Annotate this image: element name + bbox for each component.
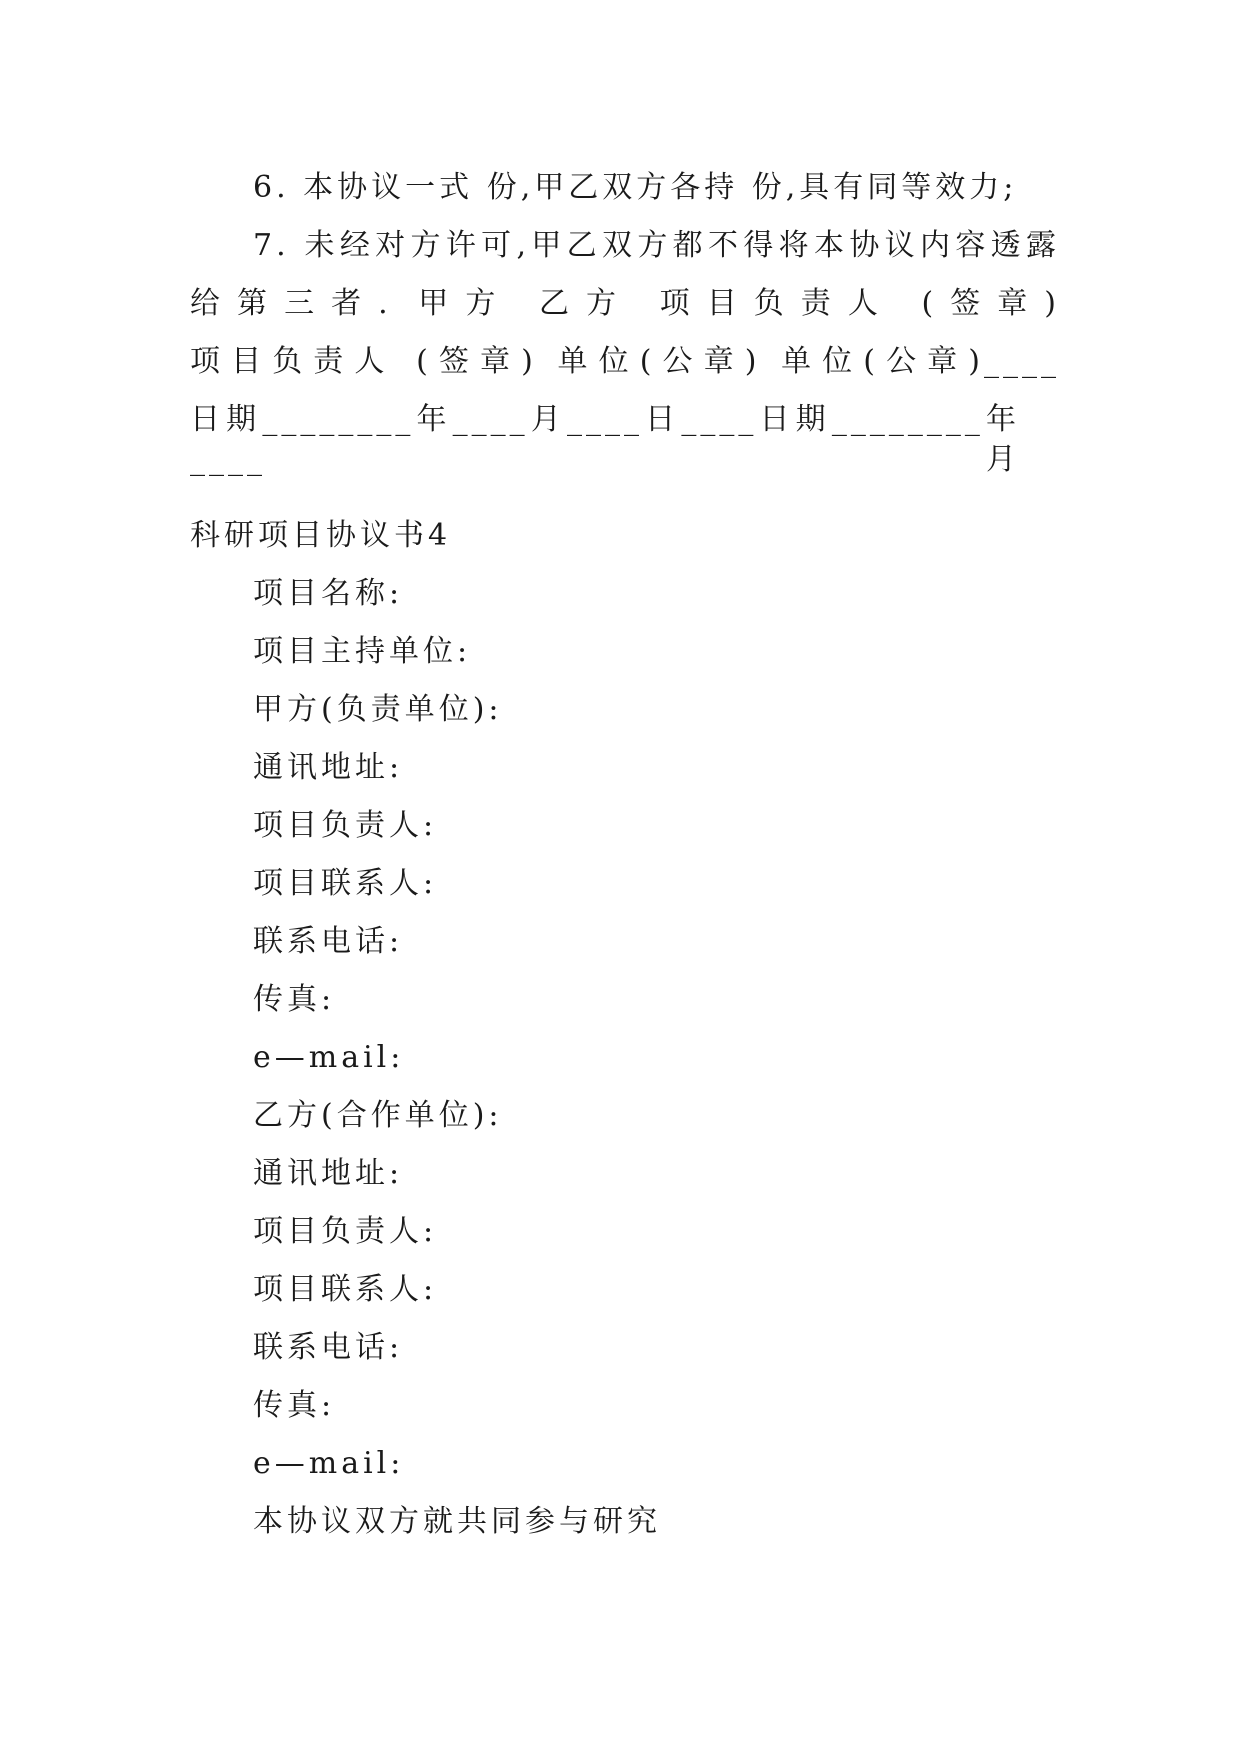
field-project-name: 项目名称:: [253, 576, 404, 611]
field-a-fax: 传真:: [253, 982, 336, 1017]
field-party-b: 乙方(合作单位):: [253, 1098, 503, 1133]
clause-7-line1: 7. 未经对方许可,甲乙双方都不得将本协议内容透露: [253, 228, 1060, 263]
field-b-leader: 项目负责人:: [253, 1214, 438, 1249]
signature-line-2: 项目负责人 (签章) 单位(公章) 单位(公章)____: [190, 344, 1060, 379]
clause-6: 6. 本协议一式 份,甲乙双方各持 份,具有同等效力;: [253, 170, 1018, 205]
field-a-email: e—mail:: [253, 1040, 405, 1075]
field-a-phone: 联系电话:: [253, 924, 404, 959]
field-b-contact: 项目联系人:: [253, 1272, 438, 1307]
field-a-contact: 项目联系人:: [253, 866, 438, 901]
field-b-phone: 联系电话:: [253, 1330, 404, 1365]
field-party-a: 甲方(负责单位):: [253, 692, 503, 727]
field-b-address: 通讯地址:: [253, 1156, 404, 1191]
closing-paragraph: 本协议双方就共同参与研究: [253, 1504, 661, 1539]
field-a-address: 通讯地址:: [253, 750, 404, 785]
section-title: 科研项目协议书4: [190, 518, 452, 553]
field-b-email: e—mail:: [253, 1446, 405, 1481]
signature-line-3: 日期________年____月____日____日期________年____月: [190, 402, 1020, 477]
field-host-unit: 项目主持单位:: [253, 634, 472, 669]
field-b-fax: 传真:: [253, 1388, 336, 1423]
field-a-leader: 项目负责人:: [253, 808, 438, 843]
signature-line-1: 给第三者. 甲方 乙方 项目负责人 (签章): [190, 286, 1060, 321]
